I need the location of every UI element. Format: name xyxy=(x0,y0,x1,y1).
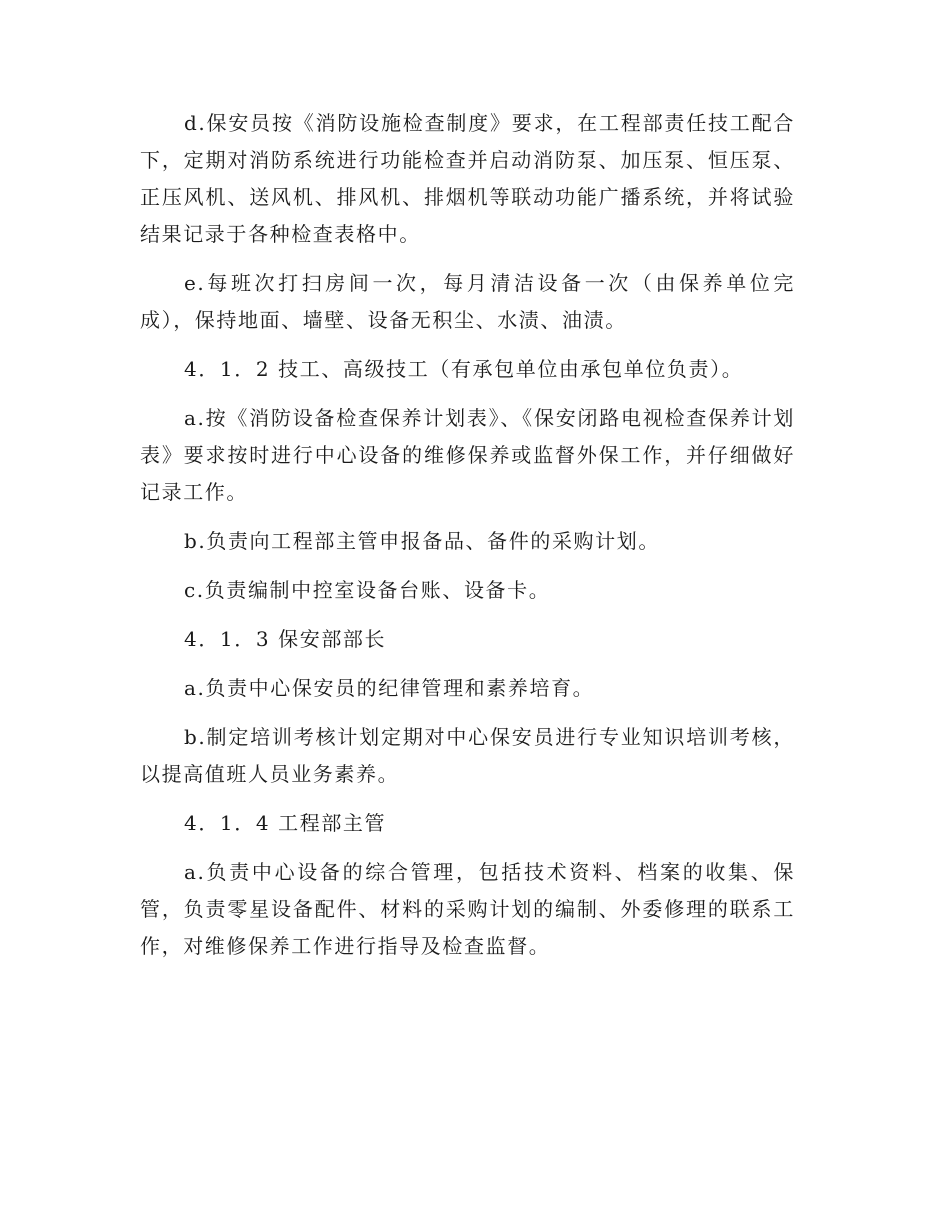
paragraph-c-ledger: c.负责编制中控室设备台账、设备卡。 xyxy=(184,578,551,602)
paragraph-a-equipment-management: a.负责中心设备的综合管理，包括技术资料、档案的收集、保管，负责零星设备配件、材料的采购计划的编制、外委修理的联系工作，对维修保养工作进行指导及检查监督。 xyxy=(140,860,795,958)
paragraph-e-cleaning: e.每班次打扫房间一次，每月清洁设备一次（由保养单位完成），保持地面、墙壁、设备无积尘、水渍、油渍。 xyxy=(140,271,795,332)
section-heading-4-1-4: 4．1．4 工程部主管 xyxy=(184,811,387,835)
section-heading-4-1-2: 4．1．2 技工、高级技工（有承包单位由承包单位负责）。 xyxy=(184,357,744,381)
paragraph-a-discipline: a.负责中心保安员的纪律管理和素养培育。 xyxy=(184,676,595,700)
section-heading-4-1-3: 4．1．3 保安部部长 xyxy=(184,627,387,651)
paragraph-d-fire-inspection: d.保安员按《消防设施检查制度》要求，在工程部责任技工配合下，定期对消防系统进行功能检查并启动消防泵、加压泵、恒压泵、正压风机、送风机、排风机、排烟机等联动功能广播系统，并将试验结果记录于各种检查表格中。 xyxy=(140,111,795,246)
paragraph-b-procurement: b.负责向工程部主管申报备品、备件的采购计划。 xyxy=(184,529,660,553)
document-body xyxy=(140,105,795,977)
paragraph-b-training: b.制定培训考核计划定期对中心保安员进行专业知识培训考核，以提高值班人员业务素养。 xyxy=(140,725,795,786)
paragraph-a-maintenance: a.按《消防设备检查保养计划表》、《保安闭路电视检查保养计划表》要求按时进行中心设备的维修保养或监督外保工作，并仔细做好记录工作。 xyxy=(140,406,795,504)
